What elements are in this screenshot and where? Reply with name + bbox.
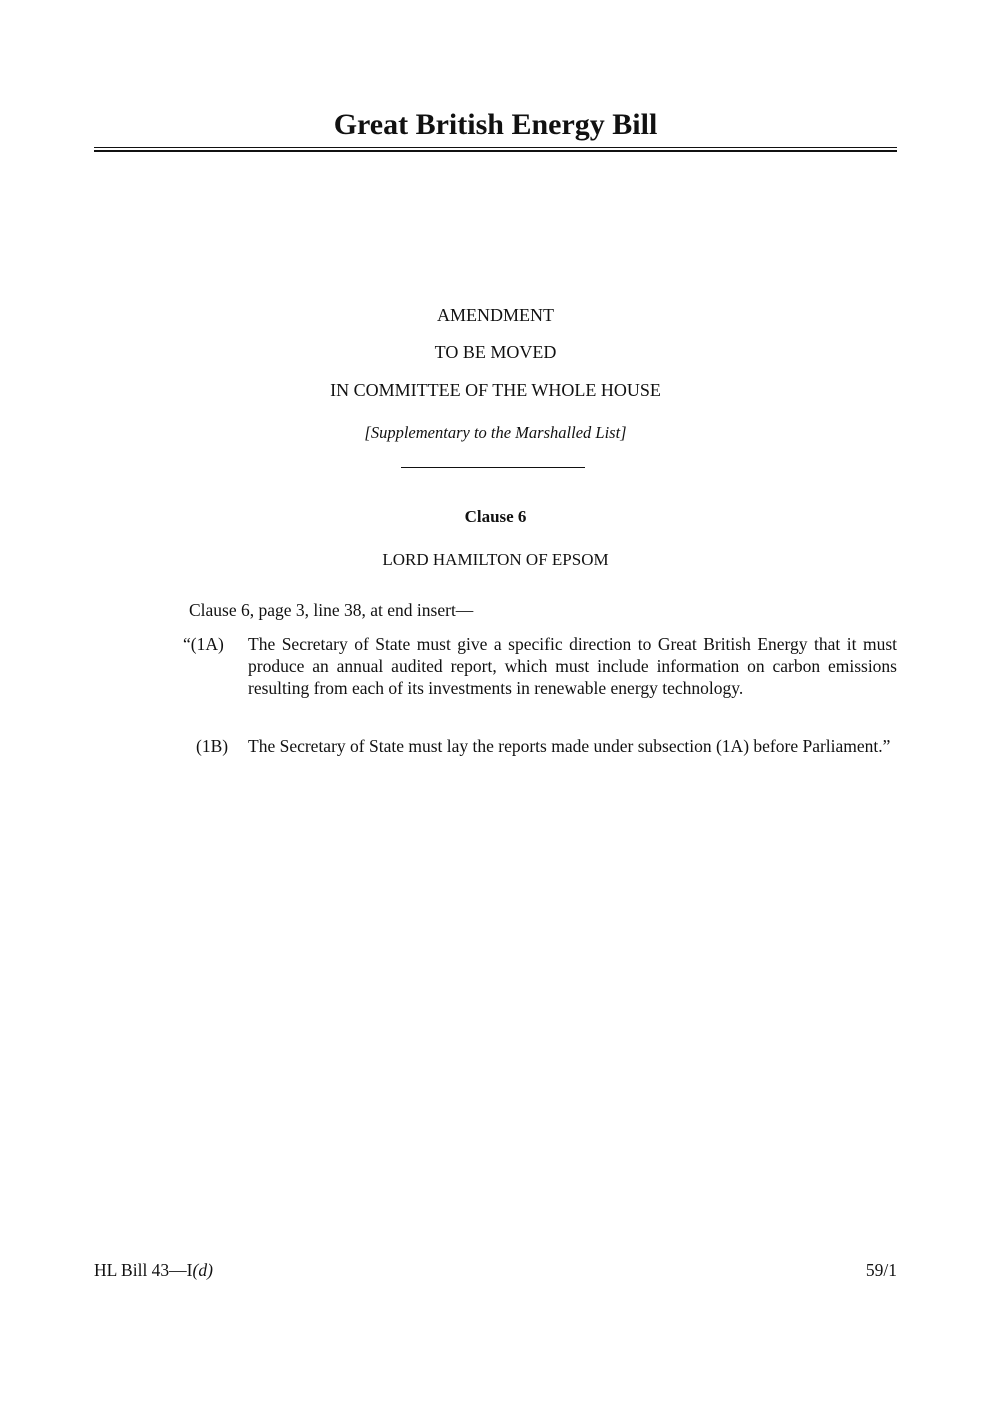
subsection-text: The Secretary of State must lay the reports made under subsection (1A) before Parliament.” xyxy=(248,736,891,756)
title-rule-thick xyxy=(94,150,897,152)
member-name: LORD HAMILTON OF EPSOM xyxy=(382,550,609,569)
heading-committee: IN COMMITTEE OF THE WHOLE HOUSE xyxy=(330,380,661,400)
bill-reference xyxy=(94,1260,213,1281)
amendment-instruction: Clause 6, page 3, line 38, at end insert— xyxy=(189,600,474,620)
page-number: 59/1 xyxy=(865,1260,897,1280)
subsection-text: The Secretary of State must give a specific direction to Great British Energy that it must produce an annual audited report, which must include information on carbon emissions resulting from each of its investments in renewable energy technology. xyxy=(248,634,897,698)
heading-to-be-moved: TO BE MOVED xyxy=(434,342,557,362)
section-divider xyxy=(401,467,585,468)
bill-reference-suffix: (d) xyxy=(192,1260,213,1280)
subsection-number: (1B) xyxy=(196,736,229,756)
heading-amendment: AMENDMENT xyxy=(437,305,554,325)
heading-note: [Supplementary to the Marshalled List] xyxy=(364,423,627,442)
bill-reference-main: HL Bill 43—I xyxy=(94,1260,193,1280)
clause-title: Clause 6 xyxy=(464,507,527,526)
document-title: Great British Energy Bill xyxy=(333,108,658,141)
subsection-number: “(1A) xyxy=(183,634,224,654)
title-rule-thin xyxy=(94,147,897,148)
